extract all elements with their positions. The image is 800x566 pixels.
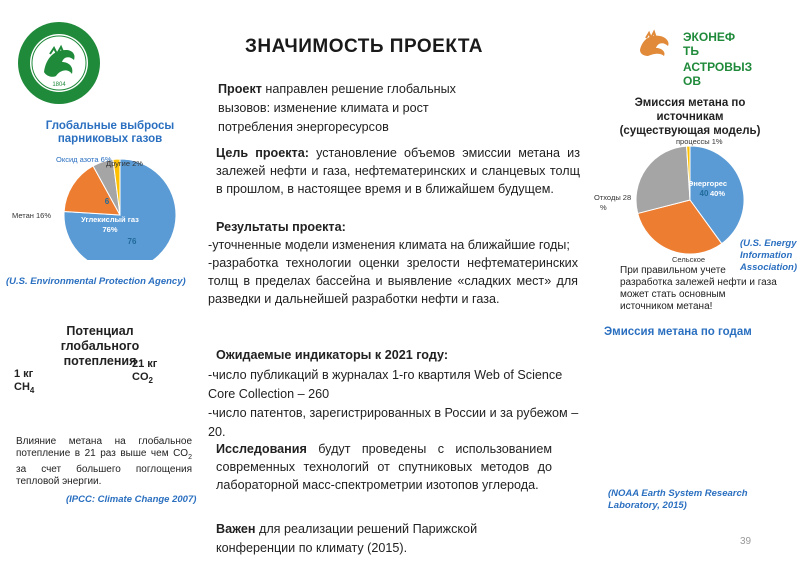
ghg-pie-chart xyxy=(10,150,210,260)
ghg-number-76: 76 xyxy=(127,237,137,246)
research-label: Исследования xyxy=(216,442,307,456)
indicators-heading: Ожидаемые индикаторы к 2021 году: xyxy=(216,348,449,362)
twenty-one-kg-co2 xyxy=(132,358,157,387)
indicators-list xyxy=(208,366,580,442)
co2-label: CO xyxy=(132,371,149,383)
ghg-label-n2o: Оксид азота 6% xyxy=(56,155,112,164)
results-heading: Результаты проекта: xyxy=(216,220,346,234)
ghg-label-co2-pct: 76% xyxy=(102,225,118,234)
methane-label-energy: Энергорес xyxy=(688,179,728,188)
university-logo xyxy=(16,20,102,106)
project-statement xyxy=(218,80,482,137)
partner-logo xyxy=(636,28,676,58)
methane-by-years-title: Эмиссия метана по годам xyxy=(604,326,752,338)
project-text: направлен решение глобальных вызовов: изменение климата и рост потребления энергоресурсов xyxy=(218,82,456,134)
impact-text-pre: Влияние метана на глобальное потепление в 21 раз выше чем CO xyxy=(16,436,192,459)
co2-subscript: 2 xyxy=(148,376,153,386)
methane-label-agri: Сельское xyxy=(672,255,706,264)
important-text xyxy=(216,520,536,558)
partner-name-line4: ОВ xyxy=(683,74,701,88)
research-text xyxy=(216,440,552,494)
important-body: для реализации решений Парижской конференции по климату (2015). xyxy=(216,522,478,555)
methane-impact-text xyxy=(16,436,192,488)
ch4-label: CH xyxy=(14,381,30,393)
methane-chart-title: Эмиссия метана по источникам (существующая модель) xyxy=(619,97,761,137)
impact-source: (IPCC: Climate Change 2007) xyxy=(66,494,197,505)
important-label: Важен xyxy=(216,522,256,536)
methane-number-40: 40 xyxy=(699,189,709,198)
methane-by-years-source: (NOAA Earth System Research Laboratory, 2015) xyxy=(608,488,748,511)
methane-note: При правильном учете разработка залежей нефти и газа может стать основным источником метана! xyxy=(620,265,777,312)
partner-name-line2: ТЬ xyxy=(683,44,699,58)
ghg-label-other: Другие 2% xyxy=(106,159,143,168)
ghg-chart-title: Глобальные выбросы парниковых газов xyxy=(45,120,175,145)
indicator-item: -число патентов, зарегистрированных в России и за рубежом – 20. xyxy=(208,406,579,439)
partner-name-line1: ЭКОНЕФ xyxy=(683,30,736,44)
methane-label-waste-pct: % xyxy=(600,203,607,212)
goal-text: установление объемов эмиссии метана из залежей нефти и газа, нефтематеринских и сланцевых толщ в прошлом, в настоящее время и в ближайшем будущем. xyxy=(216,146,580,196)
impact-text-post: за счет большего поглощения тепловой энергии. xyxy=(16,464,192,487)
ghg-source: (U.S. Environmental Protection Agency) xyxy=(6,276,186,287)
page-title: ЗНАЧИМОСТЬ ПРОЕКТА xyxy=(245,36,484,57)
goal-label: Цель проекта: xyxy=(216,146,309,160)
kg21-label: 21 кг xyxy=(132,358,158,370)
ghg-label-co2: Углекислый газ xyxy=(81,215,139,224)
methane-label-natural: процессы 1% xyxy=(676,137,723,146)
indicator-item: -число публикаций в журналах 1-го квартиля Web of Science Core Collection – 260 xyxy=(208,368,563,401)
one-kg-label: 1 кг xyxy=(14,368,34,380)
result-item: -уточненные модели изменения климата на ближайшие годы; xyxy=(208,238,570,252)
result-item: -разработка технологии оценки зрелости нефтематеринских толщ в пределах бассейна и выявление «сладких мест» для разведки и дальнейшей разработки нефти и газа. xyxy=(208,256,578,306)
ghg-number-6: 6 xyxy=(104,197,110,206)
results-list xyxy=(208,236,578,308)
ch4-subscript: 4 xyxy=(29,386,35,396)
research-body: будут проведены с использованием современных технологий от спутниковых методов до лабораторной масс-спектрометрии изотопов углерода. xyxy=(216,442,552,492)
ghg-label-methane: Метан 16% xyxy=(12,211,52,220)
page-number: 39 xyxy=(740,536,752,547)
ghg-pie-slices xyxy=(64,159,176,260)
partner-name-line3: АСТРОВЫЗ xyxy=(683,60,753,74)
project-goal xyxy=(216,144,580,198)
partner-name xyxy=(683,30,752,88)
methane-label-energy-pct: 40% xyxy=(710,189,726,198)
one-kg-ch4 xyxy=(14,368,34,397)
project-label: Проект xyxy=(218,82,262,96)
methane-pie-slices xyxy=(636,146,744,254)
methane-label-waste: Отходы 28 xyxy=(594,193,632,202)
methane-source: (U.S. Energy Information Association) xyxy=(740,238,798,273)
logo-year: 1804 xyxy=(52,82,66,88)
impact-subscript: 2 xyxy=(188,454,192,461)
potential-title: Потенциал глобального потепления xyxy=(60,324,140,368)
